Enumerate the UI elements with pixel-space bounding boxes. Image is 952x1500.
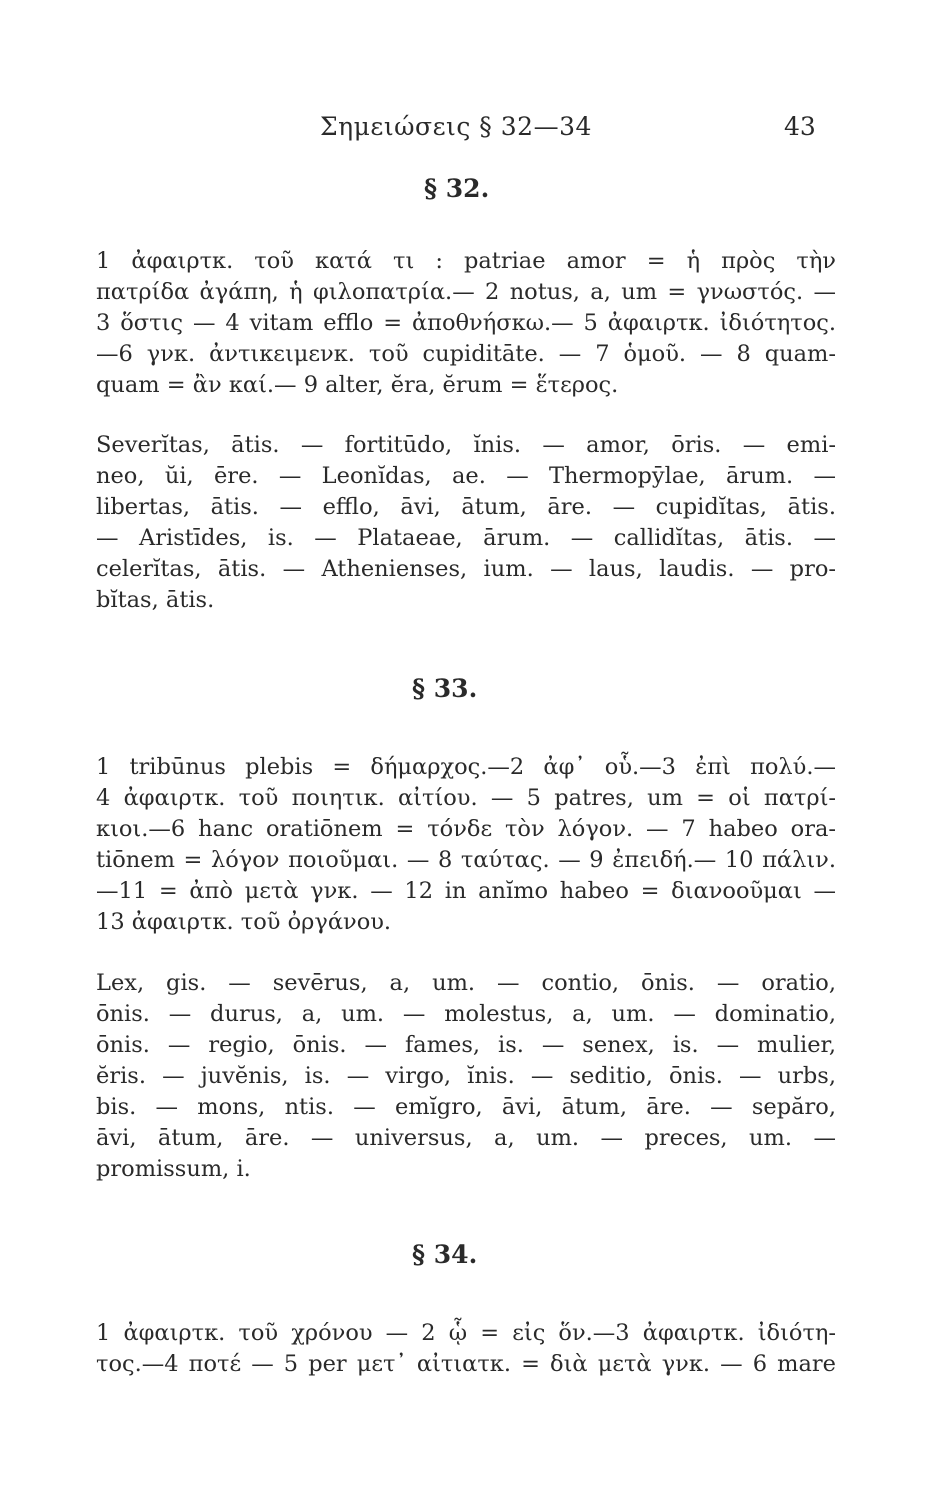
- text-line: — Aristīdes, is. — Plataeae, ārum. — callidĭtas, ātis. —: [96, 525, 836, 551]
- text-line: ōnis. — durus, a, um. — molestus, a, um. — dominatio,: [96, 1001, 836, 1027]
- section-33-vocab: [96, 968, 836, 1185]
- text-line: τος.—4 ποτέ — 5 per μετ᾽ αἰτιατκ. = διὰ μετὰ γνκ. — 6 mare: [96, 1351, 836, 1377]
- text-line: libertas, ātis. — efflo, āvi, ātum, āre. — cupidĭtas, ātis.: [96, 494, 836, 520]
- text-line: —11 = ἀπὸ μετὰ γνκ. — 12 in anĭmo habeo = διανοοῦμαι —: [96, 878, 836, 904]
- text-line: bĭtas, ātis.: [96, 587, 215, 613]
- text-line: neo, ŭi, ēre. — Leonĭdas, ae. — Thermopȳlae, ārum. —: [96, 463, 836, 489]
- text-line: promissum, i.: [96, 1156, 251, 1182]
- page-number: 43: [784, 112, 816, 141]
- text-line: 4 ἀφαιρτκ. τοῦ ποιητικ. αἰτίου. — 5 patres, um = οἱ πατρί-: [96, 785, 836, 811]
- section-33-notes: [96, 752, 836, 938]
- running-title: Σημειώσεις § 32—34: [320, 112, 592, 141]
- text-line: āvi, ātum, āre. — universus, a, um. — preces, um. —: [96, 1125, 836, 1151]
- section-heading-33: § 33.: [412, 674, 478, 703]
- section-heading-32: § 32.: [424, 174, 490, 203]
- text-line: ōnis. — regio, ōnis. — fames, is. — senex, is. — mulier,: [96, 1032, 836, 1058]
- text-line: —6 γνκ. ἀντικειμενκ. τοῦ cupiditāte. — 7 ὁμοῦ. — 8 quam-: [96, 341, 836, 367]
- text-line: quam = ἂν καί.— 9 alter, ĕra, ĕrum = ἕτερος.: [96, 372, 619, 398]
- text-line: Severĭtas, ātis. — fortitūdo, ĭnis. — amor, ōris. — emi-: [96, 432, 836, 458]
- text-line: bis. — mons, ntis. — emĭgro, āvi, ātum, āre. — sepăro,: [96, 1094, 836, 1120]
- section-heading-34: § 34.: [412, 1240, 478, 1269]
- section-32-vocab: [96, 430, 836, 616]
- text-line: 1 ἀφαιρτκ. τοῦ χρόνου — 2 ᾧ = εἰς ὅν.—3 ἀφαιρτκ. ἰδιότη-: [96, 1320, 836, 1346]
- text-line: 3 ὅστις — 4 vitam efflo = ἀποθνήσκω.— 5 ἀφαιρτκ. ἰδιότητος.: [96, 310, 836, 336]
- text-line: ĕris. — juvĕnis, is. — virgo, ĭnis. — seditio, ōnis. — urbs,: [96, 1063, 836, 1089]
- text-line: Lex, gis. — sevērus, a, um. — contio, ōnis. — oratio,: [96, 970, 836, 996]
- section-34-notes: [96, 1318, 836, 1380]
- text-line: 13 ἀφαιρτκ. τοῦ ὀργάνου.: [96, 909, 392, 935]
- text-line: tiōnem = λόγον ποιοῦμαι. — 8 ταύτας. — 9 ἐπειδή.— 10 πάλιν.: [96, 847, 836, 873]
- text-line: κιοι.—6 hanc oratiōnem = τόνδε τὸν λόγον. — 7 habeo ora-: [96, 816, 836, 842]
- text-line: πατρίδα ἀγάπη, ἡ φιλοπατρία.— 2 notus, a, um = γνωστός. —: [96, 279, 836, 305]
- section-32-notes: [96, 246, 836, 401]
- text-line: celerĭtas, ātis. — Athenienses, ium. — laus, laudis. — pro-: [96, 556, 836, 582]
- text-line: 1 tribūnus plebis = δήμαρχος.—2 ἀφ᾽ οὗ.—3 ἐπὶ πολύ.—: [96, 754, 836, 780]
- text-line: 1 ἀφαιρτκ. τοῦ κατά τι : patriae amor = ἡ πρὸς τὴν: [96, 248, 836, 274]
